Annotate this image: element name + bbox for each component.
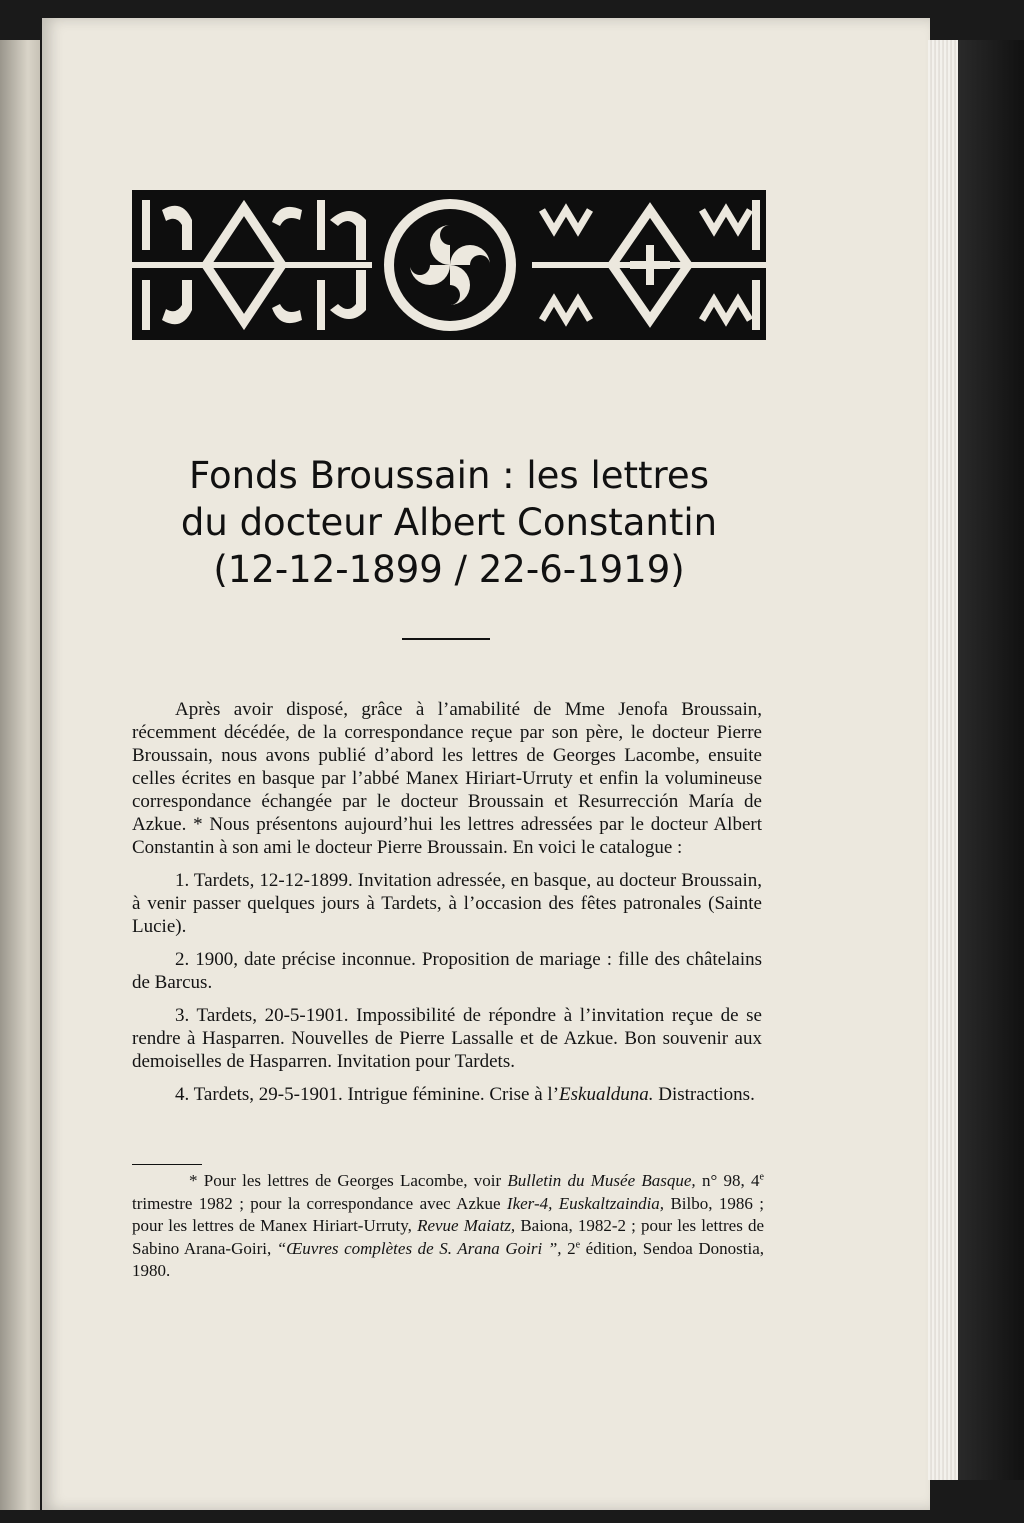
footnote-italic-3: Revue Maiatz, bbox=[417, 1216, 516, 1235]
footnote-divider bbox=[132, 1164, 202, 1165]
footnote-text-4: Bilbo, 1986 ; pour les lettres de Manex Hiriart-Urruty, bbox=[132, 1193, 764, 1235]
facing-page-edge bbox=[0, 40, 40, 1510]
title-line-2: du docteur Albert Constantin bbox=[180, 501, 718, 544]
title-line-3: (12-12-1899 / 22-6-1919) bbox=[213, 548, 685, 591]
article-body bbox=[132, 698, 762, 1116]
footnote-text-3: trimestre 1982 ; pour la correspondance avec Azkue bbox=[132, 1193, 507, 1213]
basque-ornament-banner bbox=[132, 190, 766, 340]
footnote-sup-2: e bbox=[575, 1238, 581, 1250]
footnote-text-7: édition, Sendoa Donostia, 1980. bbox=[132, 1238, 765, 1280]
page-stack-edges bbox=[928, 40, 958, 1480]
footnote-text-5: Baiona, 1982-2 ; pour les lettres de Sabino Arana-Goiri, bbox=[132, 1216, 765, 1258]
footnote-italic-4: “Œuvres complètes de S. Arana Goiri ”, bbox=[276, 1238, 562, 1258]
catalogue-item-3: 3. Tardets, 20-5-1901. Impossibilité de répondre à l’invitation reçue de se rendre à Hasparren. Nouvelles de Pierre Lassalle et de Azkue. Bon souvenir aux demoiselles de Hasparren. Invitation pour Tardets. bbox=[132, 1005, 762, 1072]
footnote bbox=[132, 1170, 764, 1283]
footnote-text-1: * Pour les lettres de Georges Lacombe, voir bbox=[189, 1171, 508, 1190]
footnote-italic-2: Iker-4, Euskaltzaindia, bbox=[506, 1193, 665, 1213]
title-line-1: Fonds Broussain : les lettres bbox=[189, 454, 709, 497]
item-4-italic: Eskualduna. bbox=[559, 1084, 654, 1105]
catalogue-item-4 bbox=[132, 1083, 762, 1106]
footnote-sup-1: e bbox=[759, 1171, 764, 1183]
catalogue-item-2: 2. 1900, date précise inconnue. Proposition de mariage : fille des châtelains de Barcus. bbox=[132, 949, 762, 993]
item-4-end: Distractions. bbox=[653, 1084, 755, 1105]
catalogue-item-1: 1. Tardets, 12-12-1899. Invitation adressée, en basque, au docteur Broussain, à venir passer quelques jours à Tardets, à l’occasion des fêtes patronales (Sainte Lucie). bbox=[132, 870, 762, 937]
title-divider bbox=[402, 638, 490, 640]
item-4-text: 4. Tardets, 29-5-1901. Intrigue féminine. Crise à l’ bbox=[175, 1084, 560, 1105]
article-title bbox=[132, 452, 766, 593]
footnote-italic-1: Bulletin du Musée Basque, bbox=[507, 1171, 696, 1190]
footnote-text-6: 2 bbox=[561, 1238, 576, 1258]
background-shadow bbox=[958, 40, 1024, 1480]
intro-paragraph: Après avoir disposé, grâce à l’amabilité de Mme Jenofa Broussain, récemment décédée, de la correspondance reçue par son père, le docteur Pierre Broussain, nous avons publié d’abord les lettres de Georges Lacombe, ensuite celles écrites en basque par l’abbé Manex Hiriart-Urruty et enfin la volumineuse correspondance échangée par le docteur Broussain et Resurrección María de Azkue. * Nous présentons aujourd’hui les lettres adressées par le docteur Albert Constantin à son ami le docteur Pierre Broussain. En voici le catalogue : bbox=[132, 699, 762, 858]
footnote-text-2: n° 98, 4 bbox=[695, 1171, 760, 1190]
